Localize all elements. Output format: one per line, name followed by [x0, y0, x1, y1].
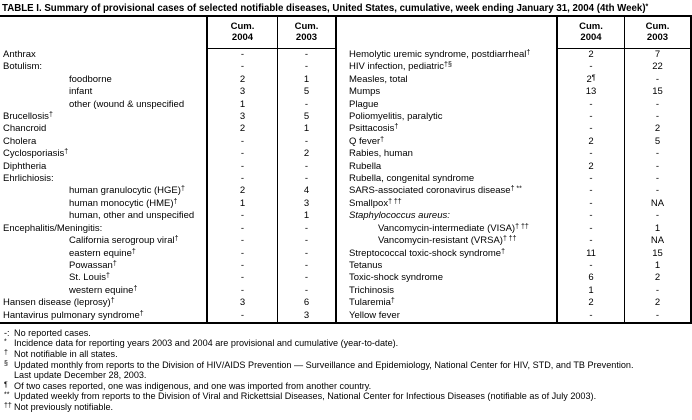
value-cum-2004: 2 — [208, 123, 278, 135]
value-cum-2004: - — [558, 173, 625, 185]
value-cum-2003: - — [625, 210, 692, 222]
value-cum-2004: - — [558, 223, 625, 235]
disease-label: SARS-associated coronavirus disease† ** — [337, 185, 558, 197]
value-cum-2004: - — [208, 272, 278, 284]
disease-label: infant — [0, 86, 208, 98]
disease-label: Smallpox† †† — [337, 198, 558, 210]
value-cum-2003: 7 — [625, 49, 692, 61]
disease-label: Encephalitis/Meningitis: — [0, 223, 208, 235]
value-cum-2004: - — [558, 148, 625, 160]
table-title-text: TABLE I. Summary of provisional cases of selected notifiable diseases, United States, cumulative, week ending January 31, 2004 (4th Week) — [2, 3, 646, 14]
value-cum-2003: - — [278, 223, 337, 235]
header-cum-label: Cum. — [294, 21, 319, 32]
footnote-line — [4, 338, 692, 349]
disease-label: human granulocytic (HGE)† — [0, 185, 208, 197]
disease-label: Measles, total — [337, 74, 558, 86]
value-cum-2004: 3 — [208, 111, 278, 123]
value-cum-2004: - — [558, 210, 625, 222]
value-cum-2003: - — [625, 285, 692, 297]
header-spacer-left — [0, 17, 208, 49]
value-cum-2003: - — [625, 148, 692, 160]
disease-label: Cyclosporiasis† — [0, 148, 208, 160]
value-cum-2003: 5 — [625, 136, 692, 148]
disease-label: Powassan† — [0, 260, 208, 272]
value-cum-2004: 2 — [558, 136, 625, 148]
disease-label: Toxic-shock syndrome — [337, 272, 558, 284]
value-cum-2004: - — [208, 148, 278, 160]
value-cum-2004: - — [558, 310, 625, 322]
header-year-2003: 2003 — [646, 32, 669, 43]
value-cum-2003: 15 — [625, 248, 692, 260]
value-cum-2003: - — [278, 61, 337, 73]
footnote-text: Last update December 28, 2003. — [14, 370, 147, 381]
value-cum-2004: 6 — [558, 272, 625, 284]
footnote-text: Not previously notifiable. — [14, 401, 114, 412]
value-cum-2003: - — [278, 260, 337, 272]
value-cum-2003: - — [625, 185, 692, 197]
disease-label: Mumps — [337, 86, 558, 98]
header-left-cum-2004 — [208, 17, 278, 49]
header-right-cum-2003 — [625, 17, 692, 49]
value-cum-2004: - — [208, 61, 278, 73]
table-title — [0, 0, 692, 15]
value-cum-2004: 2 — [558, 49, 625, 61]
table-left-half — [0, 17, 337, 322]
value-cum-2003: 2 — [625, 123, 692, 135]
value-cum-2004: 11 — [558, 248, 625, 260]
footnote-line — [4, 370, 692, 381]
notifiable-diseases-table — [0, 15, 692, 324]
value-cum-2003: NA — [625, 235, 692, 247]
value-cum-2004: 3 — [208, 297, 278, 309]
table-title-footnote-marker: * — [645, 3, 649, 11]
header-cum-label: Cum. — [645, 21, 670, 32]
value-cum-2004: 2 — [558, 161, 625, 173]
disease-label: western equine† — [0, 285, 208, 297]
footnote-text: No reported cases. — [14, 327, 91, 338]
disease-label: Rabies, human — [337, 148, 558, 160]
value-cum-2003: - — [278, 235, 337, 247]
value-cum-2003: 2 — [625, 297, 692, 309]
value-cum-2004: 3 — [208, 86, 278, 98]
header-year-2004: 2004 — [580, 32, 602, 43]
disease-label: Poliomyelitis, paralytic — [337, 111, 558, 123]
disease-label: eastern equine† — [0, 248, 208, 260]
value-cum-2004: - — [208, 235, 278, 247]
value-cum-2003: - — [278, 161, 337, 173]
value-cum-2003: 1 — [278, 210, 337, 222]
disease-label: foodborne — [0, 74, 208, 86]
value-cum-2003: 3 — [278, 310, 337, 322]
disease-label: Streptococcal toxic-shock syndrome† — [337, 248, 558, 260]
disease-label: Psittacosis† — [337, 123, 558, 135]
footnote-line — [4, 360, 692, 371]
header-cum-label: Cum. — [230, 21, 255, 32]
footnote-marker: ** — [4, 391, 10, 399]
value-cum-2004: - — [208, 136, 278, 148]
value-cum-2003: 1 — [278, 74, 337, 86]
value-cum-2003: - — [278, 99, 337, 111]
value-cum-2004: 2¶ — [558, 74, 625, 86]
value-cum-2003: - — [278, 173, 337, 185]
value-cum-2003: 1 — [625, 223, 692, 235]
footnote-line — [4, 328, 692, 339]
disease-label: Hantavirus pulmonary syndrome† — [0, 310, 208, 322]
value-cum-2003: 15 — [625, 86, 692, 98]
value-cum-2003: - — [278, 49, 337, 61]
value-cum-2003: - — [625, 310, 692, 322]
footnote-marker: † — [4, 349, 8, 357]
footnote-marker: -: — [4, 327, 10, 338]
disease-label: Tularemia† — [337, 297, 558, 309]
header-year-2003: 2003 — [295, 32, 318, 43]
disease-label: human monocytic (HME)† — [0, 198, 208, 210]
disease-label: Cholera — [0, 136, 208, 148]
table-right-half — [337, 17, 692, 322]
value-cum-2004: - — [208, 210, 278, 222]
footnote-marker: ¶ — [4, 381, 8, 389]
disease-label: Q fever† — [337, 136, 558, 148]
footnote-line — [4, 391, 692, 402]
value-cum-2004: - — [208, 223, 278, 235]
value-cum-2004: - — [558, 260, 625, 272]
value-cum-2004: - — [558, 123, 625, 135]
footnote-text: Incidence data for reporting years 2003 and 2004 are provisional and cumulative (year-to-date). — [14, 338, 399, 349]
value-cum-2003: - — [278, 285, 337, 297]
footnote-text: Of two cases reported, one was indigenous, and one was imported from another country. — [14, 380, 372, 391]
footnote-line — [4, 349, 692, 360]
disease-label: Ehrlichiosis: — [0, 173, 208, 185]
disease-label: Chancroid — [0, 123, 208, 135]
footnote-marker: †† — [4, 402, 12, 410]
value-cum-2003: 2 — [278, 148, 337, 160]
value-cum-2003: 5 — [278, 111, 337, 123]
footnote-text: Updated monthly from reports to the Division of HIV/AIDS Prevention — Surveillance and Epidemiology, National Center for HIV, STD, and TB Prevention. — [14, 359, 634, 370]
value-cum-2003: 4 — [278, 185, 337, 197]
value-cum-2003: - — [625, 173, 692, 185]
value-cum-2004: - — [558, 198, 625, 210]
value-cum-2003: - — [625, 161, 692, 173]
value-cum-2004: - — [208, 173, 278, 185]
disease-label: Diphtheria — [0, 161, 208, 173]
disease-label: Brucellosis† — [0, 111, 208, 123]
value-cum-2004: - — [558, 99, 625, 111]
value-cum-2004: - — [208, 260, 278, 272]
value-cum-2004: - — [558, 111, 625, 123]
header-right-cum-2004 — [558, 17, 625, 49]
value-cum-2003: 22 — [625, 61, 692, 73]
disease-label: Trichinosis — [337, 285, 558, 297]
value-cum-2004: - — [558, 61, 625, 73]
value-cum-2003: 1 — [625, 260, 692, 272]
value-cum-2004: 1 — [208, 99, 278, 111]
footnote-line — [4, 381, 692, 392]
disease-label: Botulism: — [0, 61, 208, 73]
disease-label: Plague — [337, 99, 558, 111]
value-cum-2003: - — [625, 99, 692, 111]
header-spacer-right — [337, 17, 558, 49]
disease-label: Rubella, congenital syndrome — [337, 173, 558, 185]
value-cum-2004: 2 — [208, 74, 278, 86]
disease-label: Anthrax — [0, 49, 208, 61]
value-cum-2003: - — [278, 272, 337, 284]
footnote-text: Updated weekly from reports to the Division of Viral and Rickettsial Diseases, National Center for Infectious Diseases (notifiable as of July 2003). — [14, 391, 597, 402]
value-cum-2004: 1 — [208, 198, 278, 210]
value-cum-2003: - — [625, 74, 692, 86]
disease-label: Vancomycin-intermediate (VISA)† †† — [337, 223, 558, 235]
disease-label: Hansen disease (leprosy)† — [0, 297, 208, 309]
value-cum-2004: 13 — [558, 86, 625, 98]
disease-label: Hemolytic uremic syndrome, postdiarrheal† — [337, 49, 558, 61]
disease-label: Vancomycin-resistant (VRSA)† †† — [337, 235, 558, 247]
footnote-text: Not notifiable in all states. — [14, 349, 118, 360]
value-cum-2004: - — [208, 285, 278, 297]
disease-label: Tetanus — [337, 260, 558, 272]
header-year-2004: 2004 — [231, 32, 254, 43]
footnote-marker: § — [4, 360, 8, 368]
footnote-line — [4, 402, 692, 413]
value-cum-2003: - — [278, 248, 337, 260]
footnote-marker — [4, 370, 14, 381]
value-cum-2004: - — [558, 185, 625, 197]
header-left-cum-2003 — [278, 17, 337, 49]
header-cum-label: Cum. — [579, 21, 603, 32]
disease-label: Yellow fever — [337, 310, 558, 322]
disease-label: St. Louis† — [0, 272, 208, 284]
value-cum-2004: - — [208, 248, 278, 260]
value-cum-2003: 6 — [278, 297, 337, 309]
value-cum-2003: - — [278, 136, 337, 148]
value-cum-2004: 1 — [558, 285, 625, 297]
value-cum-2004: - — [208, 49, 278, 61]
disease-label: HIV infection, pediatric†§ — [337, 61, 558, 73]
value-cum-2003: 3 — [278, 198, 337, 210]
disease-label: Staphylococcus aureus: — [337, 210, 558, 222]
value-cum-2004: - — [558, 235, 625, 247]
disease-label: Rubella — [337, 161, 558, 173]
value-cum-2004: 2 — [208, 185, 278, 197]
disease-label: other (wound & unspecified — [0, 99, 208, 111]
value-cum-2003: 2 — [625, 272, 692, 284]
footnotes — [0, 324, 692, 412]
value-cum-2003: - — [625, 111, 692, 123]
value-cum-2003: NA — [625, 198, 692, 210]
disease-label: human, other and unspecified — [0, 210, 208, 222]
value-cum-2004: 2 — [558, 297, 625, 309]
disease-label: California serogroup viral† — [0, 235, 208, 247]
value-cum-2004: - — [208, 310, 278, 322]
value-cum-2003: 5 — [278, 86, 337, 98]
value-cum-2004: - — [208, 161, 278, 173]
value-cum-2003: 1 — [278, 123, 337, 135]
footnote-marker: * — [4, 338, 7, 346]
